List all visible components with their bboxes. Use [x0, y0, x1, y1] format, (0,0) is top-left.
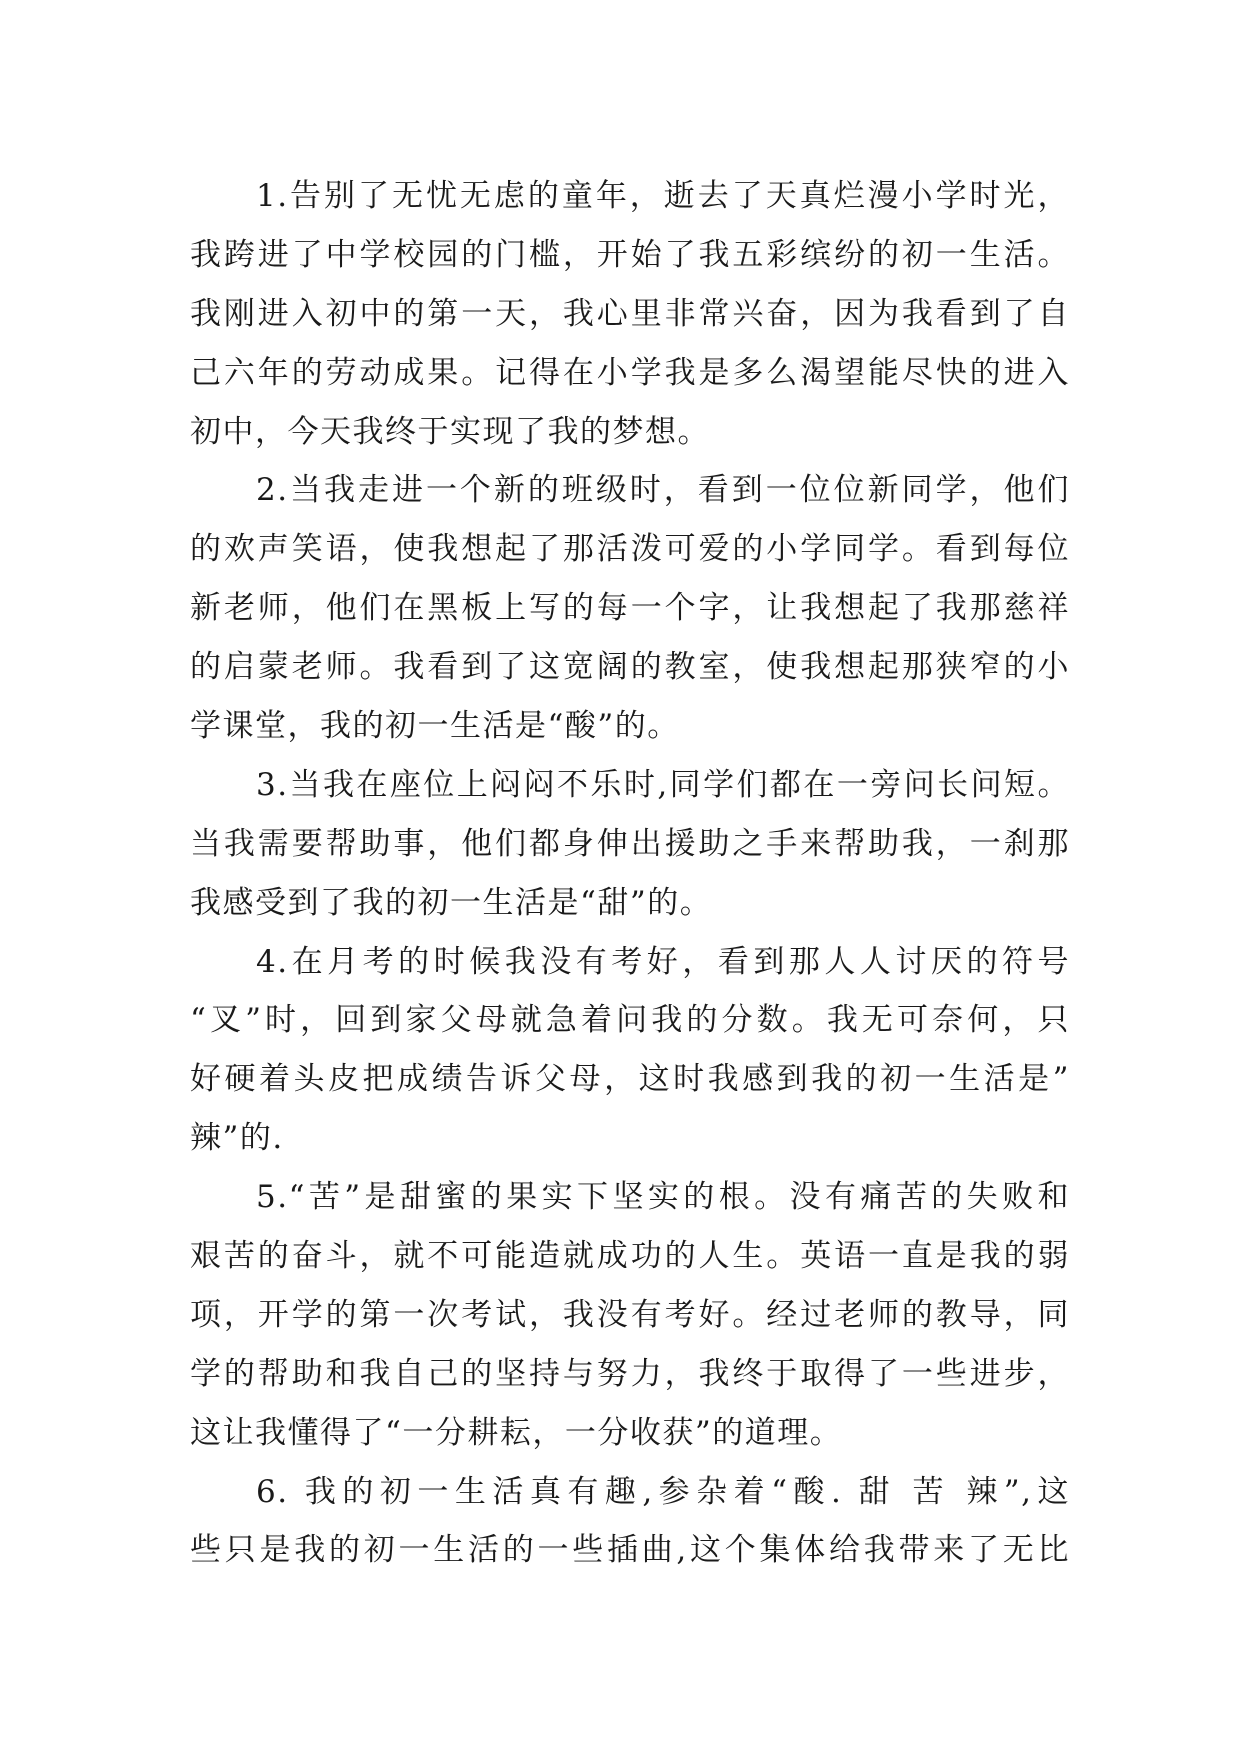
- paragraph-line: 学课堂，我的初一生活是“酸”的。: [190, 708, 680, 745]
- paragraph-line: 这让我懂得了“一分耕耘，一分收获”的道理。: [190, 1414, 843, 1451]
- paragraph-line: 3.当我在座位上闷闷不乐时,同学们都在一旁问长问短。: [256, 766, 1070, 803]
- paragraph-line: 当我需要帮助事，他们都身伸出援助之手来帮助我，一刹那: [190, 825, 1070, 862]
- paragraph-3: [190, 756, 1070, 933]
- paragraph-line: 6. 我的初一生活真有趣,参杂着“酸. 甜 苦 辣”,这: [256, 1473, 1070, 1510]
- paragraph-line: 1.告别了无忧无虑的童年，逝去了天真烂漫小学时光，: [256, 178, 1070, 214]
- paragraph-line: 新老师，他们在黑板上写的每一个字，让我想起了我那慈祥: [190, 590, 1070, 627]
- paragraph-line: 2.当我走进一个新的班级时，看到一位位新同学，他们: [256, 472, 1070, 509]
- paragraph-line: 我刚进入初中的第一天，我心里非常兴奋，因为我看到了自: [190, 295, 1070, 332]
- paragraph-5: [190, 1168, 1070, 1462]
- paragraph-line: 些只是我的初一生活的一些插曲,这个集体给我带来了无比: [190, 1532, 1070, 1569]
- paragraph-line: 艰苦的奋斗，就不可能造就成功的人生。英语一直是我的弱: [190, 1238, 1070, 1275]
- paragraph-line: 辣”的.: [190, 1120, 284, 1157]
- paragraph-line: 己六年的劳动成果。记得在小学我是多么渴望能尽快的进入: [190, 354, 1070, 391]
- paragraph-line: 学的帮助和我自己的坚持与努力，我终于取得了一些进步，: [190, 1355, 1070, 1392]
- paragraph-2: [190, 461, 1070, 755]
- paragraph-line: 4.在月考的时候我没有考好，看到那人人讨厌的符号: [256, 943, 1070, 980]
- paragraph-line: 项，开学的第一次考试，我没有考好。经过老师的教导，同: [190, 1296, 1070, 1333]
- paragraph-line: 初中，今天我终于实现了我的梦想。: [190, 413, 710, 450]
- paragraph-line: 我跨进了中学校园的门槛，开始了我五彩缤纷的初一生活。: [190, 236, 1070, 273]
- paragraph-line: 的欢声笑语，使我想起了那活泼可爱的小学同学。看到每位: [190, 531, 1070, 568]
- paragraph-line: 的启蒙老师。我看到了这宽阔的教室，使我想起那狭窄的小: [190, 649, 1070, 686]
- paragraph-6: [190, 1463, 1070, 1581]
- paragraph-line: “叉”时，回到家父母就急着问我的分数。我无可奈何，只: [190, 1002, 1070, 1039]
- paragraph-line: 好硬着头皮把成绩告诉父母，这时我感到我的初一生活是”: [190, 1061, 1070, 1098]
- document-body: [190, 167, 1070, 1580]
- paragraph-line: 5.“苦”是甜蜜的果实下坚实的根。没有痛苦的失败和: [256, 1179, 1070, 1216]
- paragraph-line: 我感受到了我的初一生活是“甜”的。: [190, 884, 713, 921]
- paragraph-4: [190, 933, 1070, 1169]
- paragraph-1: [190, 167, 1070, 461]
